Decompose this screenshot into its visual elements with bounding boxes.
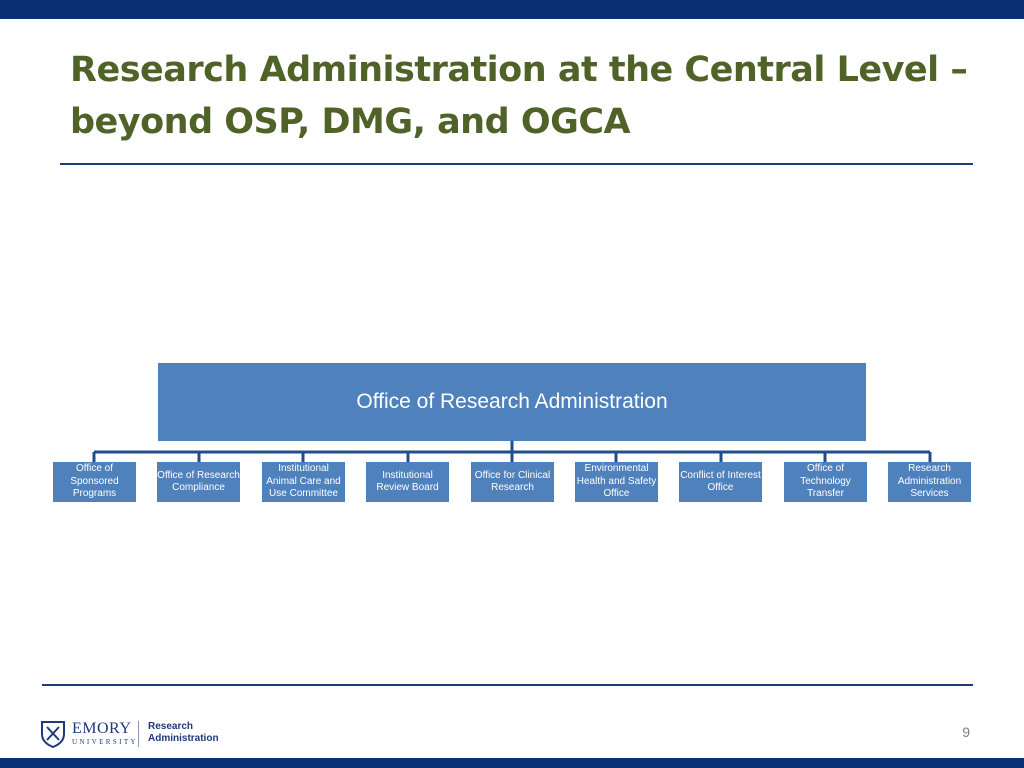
bottom-banner-bar bbox=[0, 758, 1024, 768]
org-child-box-ra-services bbox=[888, 462, 971, 502]
org-child-box-research-compliance bbox=[157, 462, 240, 502]
page-number: 9 bbox=[962, 724, 970, 740]
org-child-label: Office of Technology Transfer bbox=[800, 463, 851, 500]
slide-title-line-2: beyond OSP, DMG, and OGCA bbox=[70, 102, 631, 142]
footer-divider bbox=[42, 684, 973, 686]
org-child-label: Office of Research Compliance bbox=[157, 469, 240, 493]
org-root-label: Office of Research Administration bbox=[356, 390, 668, 413]
org-child-label: Office for Clinical Research bbox=[474, 469, 551, 493]
org-child-box-clinical-research bbox=[471, 462, 554, 502]
emory-shield-icon bbox=[40, 720, 66, 748]
org-child-box-conflict-of-interest bbox=[679, 462, 762, 502]
university-wordmark: UNIVERSITY bbox=[72, 738, 138, 746]
org-child-box-iacuc bbox=[262, 462, 345, 502]
org-child-box-sponsored-programs bbox=[53, 462, 136, 502]
department-name bbox=[148, 721, 219, 745]
org-child-label: Institutional Review Board bbox=[376, 469, 439, 493]
org-child-label: Office of Sponsored Programs bbox=[70, 463, 119, 500]
org-root-box bbox=[158, 363, 866, 441]
department-name-line-2: Administration bbox=[148, 733, 219, 744]
org-child-box-technology-transfer bbox=[784, 462, 867, 502]
logo-divider bbox=[138, 721, 139, 747]
org-child-label: Environmental Health and Safety Office bbox=[576, 463, 657, 500]
slide-title-line-1: Research Administration at the Central Level – bbox=[70, 50, 968, 90]
org-child-label: Institutional Animal Care and Use Committee bbox=[266, 463, 341, 500]
emory-wordmark: EMORY bbox=[72, 720, 132, 737]
org-child-label: Research Administration Services bbox=[897, 463, 962, 500]
org-child-label: Conflict of Interest Office bbox=[680, 469, 761, 493]
org-child-box-irb bbox=[366, 462, 449, 502]
org-child-box-ehso bbox=[575, 462, 658, 502]
department-name-line-1: Research bbox=[148, 721, 194, 732]
